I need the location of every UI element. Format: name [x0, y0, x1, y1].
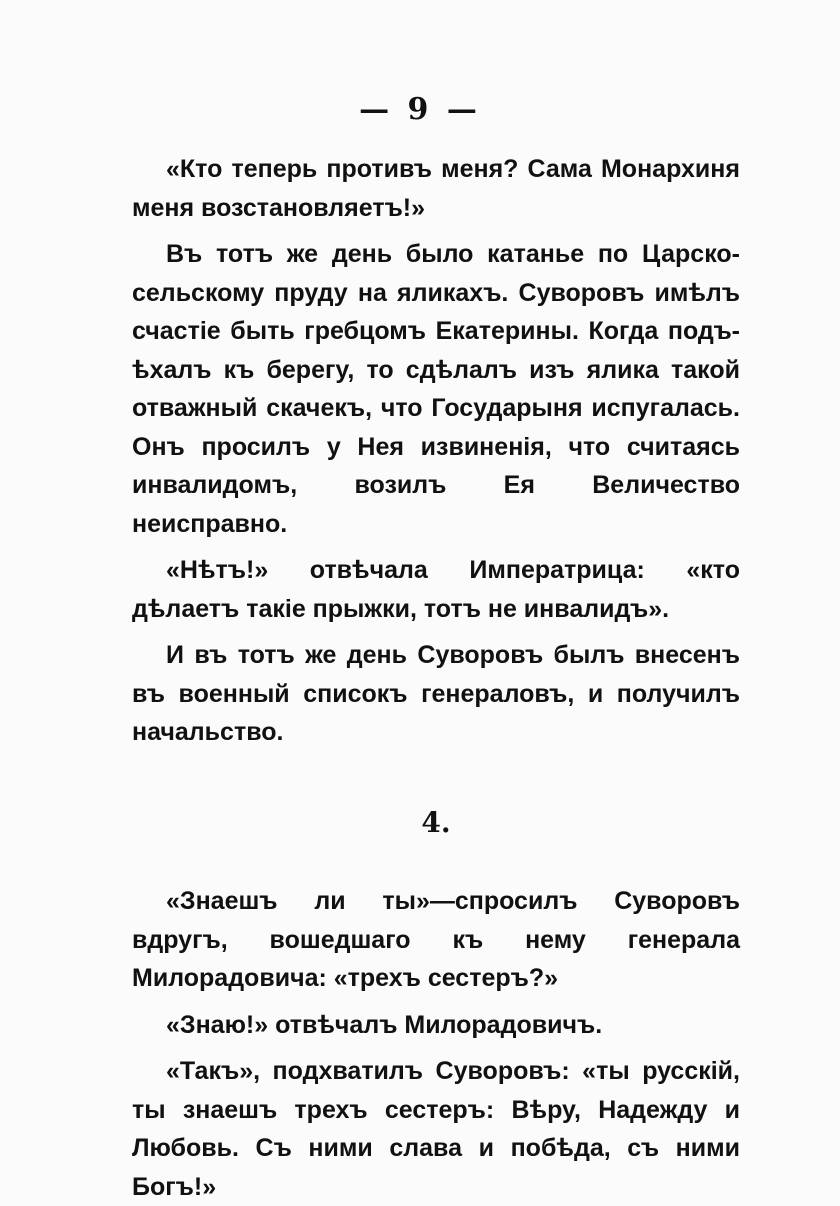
- paragraph: «Знаешъ ли ты»—спросилъ Суворовъ вдругъ, вошедшаго къ нему генерала Милорадовича: «трехъ сестеръ?»: [132, 887, 740, 992]
- page-body: [132, 150, 740, 1206]
- paragraph: «Кто теперь противъ меня? Сама Монархиня меня возстановляетъ!»: [132, 155, 740, 222]
- paragraph: «Нѣтъ!» отвѣчала Императрица: «кто дѣлаетъ такіе прыжки, тотъ не инвалидъ».: [132, 556, 740, 623]
- section-number: 4.: [421, 805, 451, 839]
- paragraph: «Такъ», подхватилъ Суворовъ: «ты русскій, ты знаешъ трехъ сестеръ: Вѣру, Надежду и Любовь. Съ ними слава и побѣда, съ ними Богъ!»: [132, 1057, 740, 1201]
- paragraph: И въ тотъ же день Суворовъ былъ внесенъ въ военный списокъ генераловъ, и получилъ начальство.: [132, 641, 740, 746]
- page-number: — 9 —: [359, 92, 481, 127]
- paragraph: «Знаю!» отвѣчалъ Милорадовичъ.: [166, 1010, 603, 1039]
- paragraph: Въ тотъ же день было катанье по Царско-сельскому пруду на яликахъ. Суворовъ имѣлъ счастіе быть гребцомъ Екатерины. Когда подъ-ѣхалъ къ берегу, то сдѣлалъ изъ ялика такой отважный скачекъ, что Государыня испугалась. Онъ просилъ у Нея извиненія, что считаясь инвалидомъ, возилъ Ея Величество неисправно.: [132, 240, 740, 538]
